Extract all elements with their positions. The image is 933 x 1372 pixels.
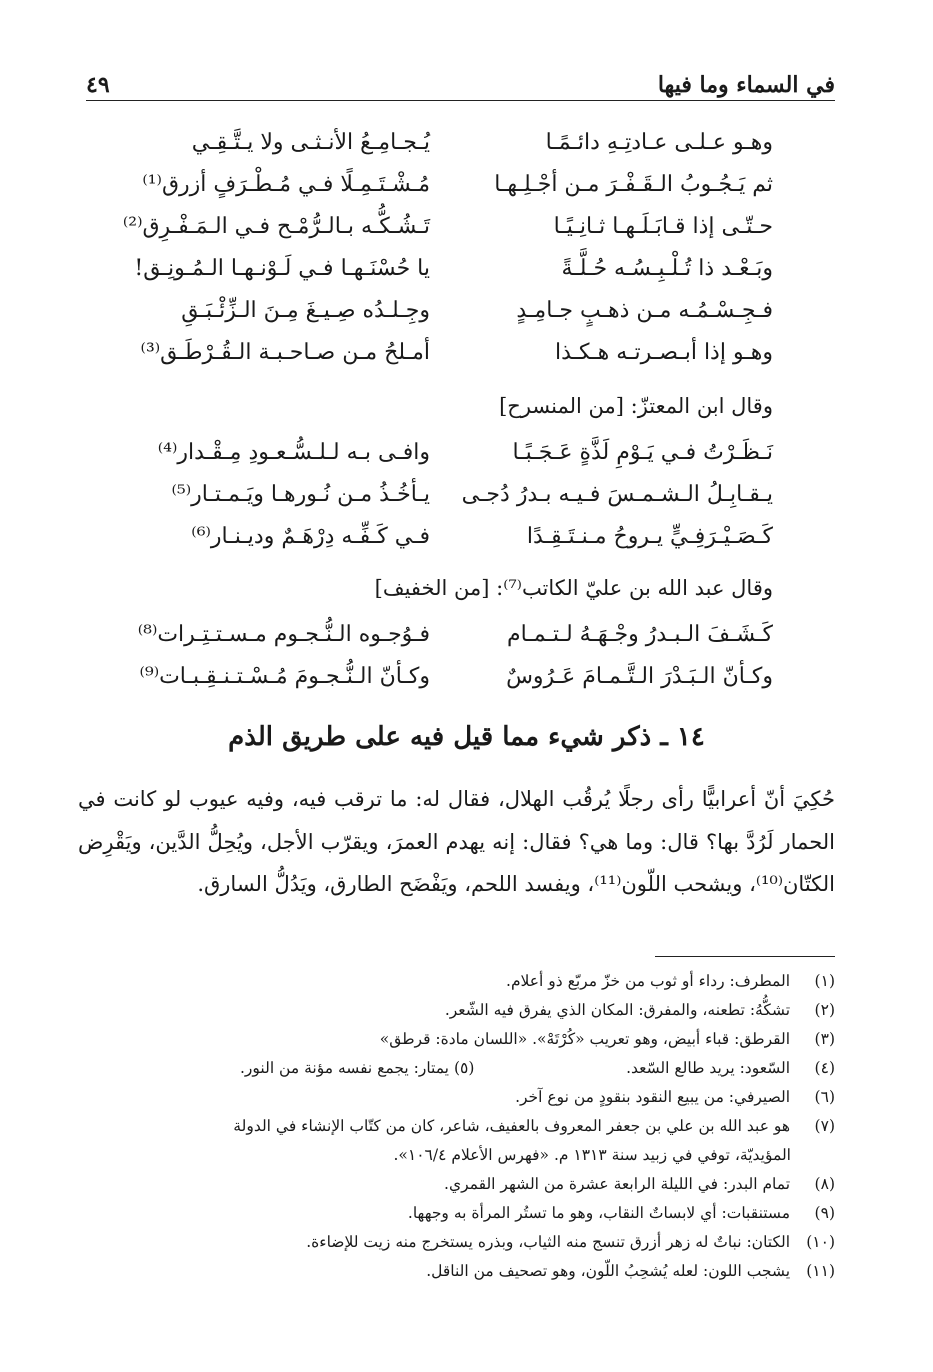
footnote-text: يمتار: يجمع نفسه مؤنة من النور. bbox=[240, 1059, 450, 1077]
footnote-text: هو عبد الله بن علي بن جعفر المعروف بالعفيف، شاعر، كان من كتّاب الإنشاء في الدولة bbox=[233, 1117, 791, 1135]
footnote-number: (٢) bbox=[814, 1001, 835, 1019]
footnote bbox=[80, 1171, 835, 1200]
footnote-number: (٦) bbox=[814, 1088, 835, 1106]
verse-right-hemistich: ثم يَـجُـوبُ الـقَـفْـرَ مـن أجْـلِـهـا bbox=[494, 172, 773, 197]
verse-left-hemistich: فـوُجـوه الـنُّـجـوم مـسـتـتِـرات⁽⁸⁾ bbox=[137, 622, 430, 647]
page-number: ٤٩ bbox=[86, 72, 110, 98]
footnote-text: القرطق: قباء أبيض، وهو تعريب «كُرْتَهْ». «اللسان مادة: قرطق» bbox=[379, 1030, 791, 1048]
verse-right-hemistich: حـتّـى إذا قـابَـلَـهـا ثـانِـيًـا bbox=[553, 214, 773, 239]
footnote-number: (١١) bbox=[806, 1262, 835, 1280]
verse-right-hemistich: نَـظَـرْتُ فـي يَـوْمِ لَذَّةٍ عَـجَـبًـا bbox=[512, 440, 773, 465]
footnote-number: (٩) bbox=[814, 1204, 835, 1222]
verse-line bbox=[110, 482, 773, 524]
verse-left-hemistich: تَـشُـكُّـه بـالـرُّمْـح فـي الـمَـفْـرِق⁽²⁾ bbox=[122, 214, 430, 239]
verse-line bbox=[110, 214, 773, 256]
header-rule bbox=[86, 100, 835, 101]
verse-right-hemistich: وهـو عـلـى عـادتِـهِ دائـمًـا bbox=[545, 130, 773, 155]
footnote-number: (٧) bbox=[814, 1117, 835, 1135]
running-title: في السماء وما فيها bbox=[657, 72, 835, 98]
verse-left-hemistich: وافـى بـه لـلـسُّـعـودِ مِـقْـدار⁽⁴⁾ bbox=[157, 440, 430, 465]
verse-left-hemistich: أمـلحُ مـن صـاحـبـة الـقُـرْطَـق⁽³⁾ bbox=[140, 340, 430, 365]
verse-left-hemistich: مُـشْـتَـمِـلًا فـي مُـطْـرَفٍ أزرق⁽¹⁾ bbox=[142, 172, 430, 197]
verse-line bbox=[110, 524, 773, 566]
footnote-text: يشجب اللون: لعله يُشحِبُ اللّون، وهو تصحيف من الناقل. bbox=[426, 1262, 791, 1280]
verse-left-hemistich: يا حُسْنَـهـا فـي لَـوْنـهـا الـمُـونِـق! bbox=[134, 256, 430, 281]
footnote-inline bbox=[240, 1055, 474, 1081]
footnote bbox=[80, 997, 835, 1026]
footnote-number: (٥) bbox=[453, 1059, 475, 1077]
verse-left-hemistich: وكـأنّ الـنُّـجـومَ مُـسْـتـنـقِـبـات⁽⁹⁾ bbox=[139, 664, 430, 689]
verse-right-hemistich: وهـو إذا أبـصـرتـه هـكـذا bbox=[554, 340, 773, 365]
verse-right-hemistich: وكـأنّ الـبَـدْرَ الـتَّـمـامَ عَـرُوسٌ bbox=[506, 664, 773, 689]
footnote bbox=[80, 1258, 835, 1287]
verse-left-hemistich: يـأخُـذُ مـن نُـورهـا ويَـمـتـار⁽⁵⁾ bbox=[171, 482, 430, 507]
poem-introduction: وقال ابن المعتزّ: [من المنسرح] bbox=[499, 394, 773, 418]
footnote bbox=[80, 1055, 835, 1084]
verse-right-hemistich: كَـشَـفَ الـبـدرُ وجْـهَـهُ لـتـمـام bbox=[506, 622, 773, 647]
footnote-text: مستنقبات: أي لابساتٌ النقاب، وهو ما تستُر المرأة به وجهها. bbox=[407, 1204, 791, 1222]
verse-line bbox=[110, 172, 773, 214]
verse-line bbox=[110, 298, 773, 340]
verse-line bbox=[110, 622, 773, 664]
verse-line bbox=[110, 440, 773, 482]
footnote-number: (١) bbox=[814, 972, 835, 990]
footnote-number: (٤) bbox=[814, 1059, 835, 1077]
footnote-continuation: المؤيديّة، توفي في زبيد سنة ١٣١٣ م. «فهرس الأعلام ١٠٦/٤». bbox=[393, 1146, 791, 1164]
poem-introduction: وقال عبد الله بن عليّ الكاتب⁽⁷⁾: [من الخفيف] bbox=[374, 576, 773, 600]
footnote-text: تمام البدر: في الليلة الرابعة عشرة من الشهر القمري. bbox=[444, 1175, 791, 1193]
footnote-number: (٣) bbox=[814, 1030, 835, 1048]
footnote-text: السّعود: يريد طالع السّعد. bbox=[626, 1059, 791, 1077]
footnote-text: الكتان: نباتٌ له زهر أزرق تنسج منه الثياب، وبذره يستخرج منه زيت للإضاءة. bbox=[306, 1233, 791, 1251]
footnote-separator bbox=[655, 956, 835, 957]
verse-right-hemistich: فـجِـسْـمُـه مـن ذهـبٍ جـامِـدٍ bbox=[516, 298, 773, 323]
verse-left-hemistich: وجِـلـدُه صِـيـغَ مِـنَ الـزِّئْـبَـقِ bbox=[181, 298, 430, 323]
footnote-text: الصيرفي: من يبيع النقود بنقودٍ من نوع آخر. bbox=[515, 1088, 791, 1106]
footnote bbox=[80, 1113, 835, 1142]
verse-right-hemistich: وبَـعْـد ذا تُـلْـبِـسُـه حُـلَّـةً bbox=[561, 256, 773, 281]
verse-right-hemistich: كَـصَـيْـرَفِـيٍّ يـروحُ مـنـتَـقِـدًا bbox=[526, 524, 773, 549]
verse-line bbox=[110, 130, 773, 172]
footnote bbox=[80, 1084, 835, 1113]
footnote bbox=[80, 1229, 835, 1258]
page-header bbox=[86, 66, 835, 102]
section-title: ١٤ ـ ذكر شيء مما قيل فيه على طريق الذم bbox=[228, 722, 705, 752]
verse-line bbox=[110, 340, 773, 382]
footnote bbox=[80, 1200, 835, 1229]
footnote-text: تشكُّهُ: تطعنه، والمفرق: المكان الذي يفرق فيه الشّعر. bbox=[444, 1001, 791, 1019]
footnote-number: (٨) bbox=[814, 1175, 835, 1193]
verse-line bbox=[110, 256, 773, 298]
prose-paragraph: حُكِيَ أنّ أعرابيًّا رأى رجلًا يُرقُب الهلال، فقال له: ما ترقب فيه، وفيه عيوب لو كانت في الحمار لَرُدَّ بها؟ قال: وما هي؟ فقال: إنه يهدم العمرَ، ويقرّب الأجل، ويُحِلُّ الدَّين، ويَقْرِض الكتّان⁽¹⁰⁾، ويشحب اللّون⁽¹¹⁾، ويفسد اللحم، ويَفْضَح الطارق، ويَدُلُّ السارق. bbox=[78, 787, 835, 896]
verse-left-hemistich: فـي كَـفِّـه دِرْهَـمٌ وديـنـار⁽⁶⁾ bbox=[191, 524, 430, 549]
verse-left-hemistich: يُـجـامِـعُ الأنـثـى ولا يـتَّـقِـي bbox=[191, 130, 430, 155]
verse-line bbox=[110, 664, 773, 706]
verse-right-hemistich: يـقـابِـلُ الـشـمـسَ فـيـه بـدرُ دُجـى bbox=[461, 482, 773, 507]
footnote bbox=[80, 1026, 835, 1055]
footnote-text: المطرف: رداء أو ثوب من خزّ مربّع ذو أعلام. bbox=[506, 972, 791, 990]
footnotes bbox=[80, 968, 835, 1287]
footnote bbox=[80, 968, 835, 997]
footnote-number: (١٠) bbox=[806, 1233, 835, 1251]
